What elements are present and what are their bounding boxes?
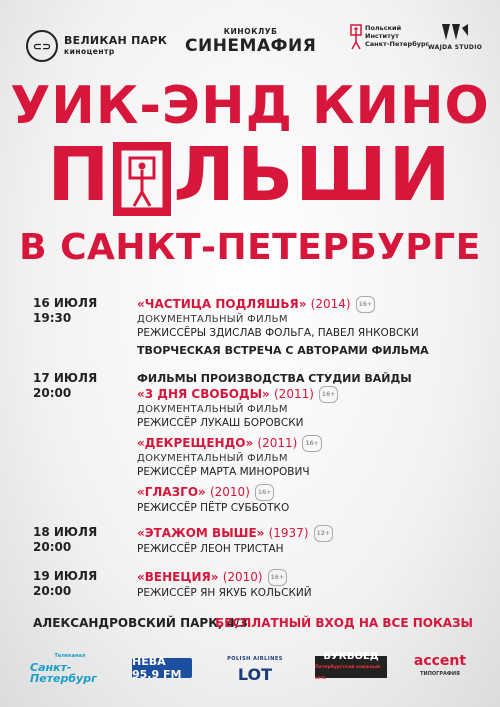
film-type: ДОКУМЕНТАЛЬНЫЙ ФИЛЬМ — [137, 404, 288, 415]
lot-airlines-logo — [225, 653, 285, 684]
velikan-emblem-icon: ⊂⊃ — [26, 30, 58, 62]
age-rating-badge: 16+ — [302, 435, 321, 452]
program-date: 19 ИЮЛЯ — [33, 569, 98, 583]
program-date: 17 ИЮЛЯ — [33, 371, 98, 385]
film-year: (2010) — [209, 485, 250, 499]
headline-letter-p: П — [47, 132, 112, 218]
program-date: 16 ИЮЛЯ — [33, 296, 98, 310]
top-logos — [0, 0, 500, 80]
age-rating-badge: 12+ — [314, 525, 333, 542]
headline-line-2 — [0, 132, 500, 218]
accent-label: ТИПОГРАФИЯ — [420, 671, 460, 677]
program-heading: ФИЛЬМЫ ПРОИЗВОДСТВА СТУДИИ ВАЙДЫ — [137, 372, 412, 385]
spb-channel-title: Санкт-Петербург — [30, 660, 97, 685]
film-director: РЕЖИССЁР ЯН ЯКУБ КОЛЬСКИЙ — [137, 587, 312, 599]
velikan-subtitle: киноцентр — [64, 47, 115, 56]
wajda-studio-logo — [428, 22, 482, 51]
velikan-title: ВЕЛИКАН ПАРК — [64, 34, 168, 47]
film-title: «ВЕНЕЦИЯ» — [137, 570, 219, 584]
program-note: ТВОРЧЕСКАЯ ВСТРЕЧА С АВТОРАМИ ФИЛЬМА — [137, 344, 429, 357]
polish-institute-logo — [350, 24, 429, 50]
venue-address: АЛЕКСАНДРОВСКИЙ ПАРК, 4/3 — [33, 616, 248, 630]
film-year: (2014) — [310, 297, 351, 311]
film-year: (2011) — [257, 436, 298, 450]
velikan-park-logo — [26, 30, 167, 62]
age-rating-badge: 16+ — [356, 296, 375, 313]
film-title: «ДЕКРЕЩЕНДО» — [137, 436, 254, 450]
polish-institute-figure-icon — [350, 24, 362, 50]
film-director: РЕЖИССЁР ЛУКАШ БОРОВСКИ — [137, 417, 304, 429]
headline-line-3: В САНКТ-ПЕТЕРБУРГЕ — [19, 227, 481, 268]
film-director: РЕЖИССЁР ПЁТР СУББОТКО — [137, 502, 290, 514]
polish-line-2: Институт — [365, 32, 399, 40]
age-rating-badge: 16+ — [255, 484, 274, 501]
wajda-emblem-icon — [440, 22, 470, 42]
film-type: ДОКУМЕНТАЛЬНЫЙ ФИЛЬМ — [137, 453, 288, 464]
free-entry-note: БЕСПЛАТНЫЙ ВХОД НА ВСЕ ПОКАЗЫ — [215, 616, 473, 630]
polish-figure-icon — [113, 142, 171, 216]
spb-channel-label: Телеканал — [54, 652, 86, 659]
program-time: 20:00 — [33, 584, 72, 598]
lot-title: LOT — [237, 665, 273, 684]
age-rating-badge: 16+ — [268, 569, 287, 586]
bukvoed-label: Петербургский книжный сеть — [315, 664, 381, 681]
film-director: РЕЖИССЁР ЛЕОН ТРИСТАН — [137, 543, 284, 555]
age-rating-badge: 16+ — [319, 386, 338, 403]
program-time: 20:00 — [33, 386, 72, 400]
cinemafia-title: СИНЕМАФИЯ — [185, 36, 317, 56]
accent-print-logo — [400, 653, 480, 680]
film-title: «ЧАСТИЦА ПОДЛЯШЬЯ» — [137, 297, 307, 311]
polish-line-1: Польский — [365, 24, 402, 32]
cinemafia-subtitle: КИНОКЛУБ — [223, 27, 278, 36]
film-year: (2010) — [222, 570, 263, 584]
film-title: «ГЛАЗГО» — [137, 485, 206, 499]
neva-fm-logo: НЕВА 95.9 FM — [132, 658, 192, 678]
film-type: ДОКУМЕНТАЛЬНЫЙ ФИЛЬМ — [137, 314, 288, 325]
program-time: 19:30 — [33, 311, 72, 325]
film-year: (1937) — [268, 526, 309, 540]
film-title: «ЭТАЖОМ ВЫШЕ» — [137, 526, 265, 540]
spb-channel-logo — [30, 652, 110, 685]
bukvoed-logo — [315, 650, 387, 681]
partner-logos — [0, 650, 500, 690]
accent-title: accent — [413, 653, 467, 669]
wajda-label: WAJDA STUDIO — [428, 44, 483, 51]
lot-label: POLISH AIRLINES — [227, 656, 283, 662]
program-time: 20:00 — [33, 540, 72, 554]
bukvoed-title: БУКВОЕД — [323, 650, 379, 662]
headline-rest: ЛЬШИ — [173, 132, 453, 218]
polish-line-3: Санкт-Петербург — [365, 40, 430, 48]
program-date: 18 ИЮЛЯ — [33, 525, 98, 539]
film-director: РЕЖИССЁРЫ ЗДИСЛАВ ФОЛЬГА, ПАВЕЛ ЯНКОВСКИ — [137, 327, 419, 339]
film-title: «3 ДНЯ СВОБОДЫ» — [137, 387, 270, 401]
cinemafia-logo — [185, 27, 316, 56]
headline-line-1: УИК-ЭНД КИНО — [10, 76, 490, 136]
film-year: (2011) — [274, 387, 314, 401]
film-director: РЕЖИССЁР МАРТА МИНОРОВИЧ — [137, 466, 310, 478]
